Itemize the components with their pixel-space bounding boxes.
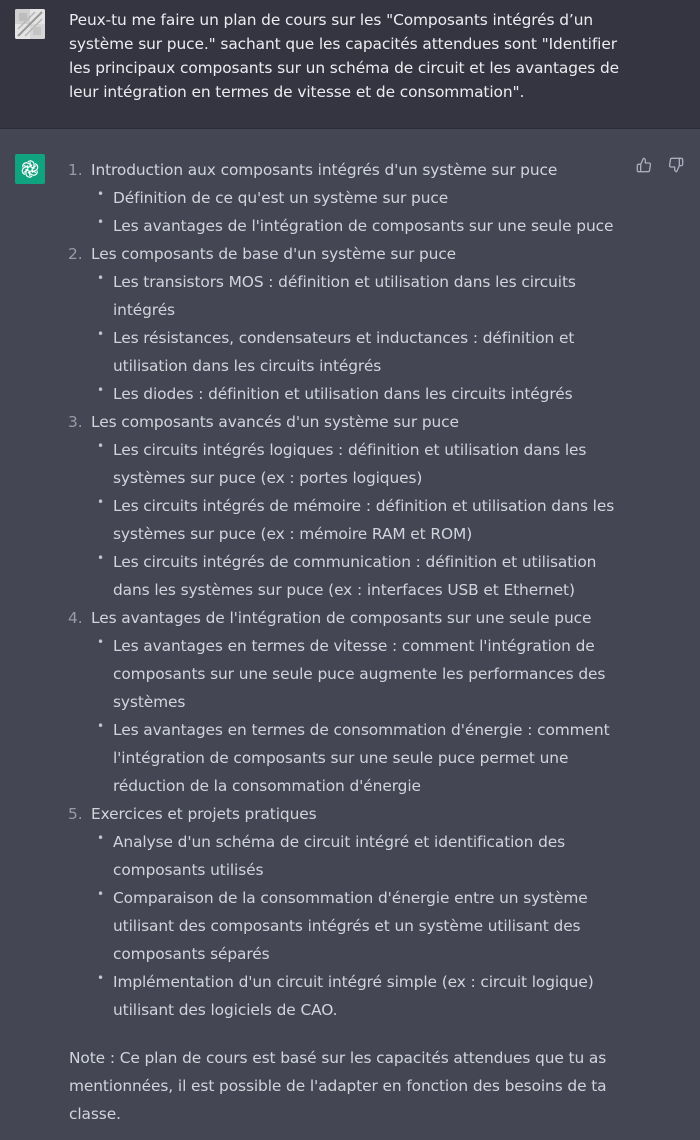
list-item: • Les transistors MOS : définition et utilisation dans les circuits intégrés xyxy=(91,268,629,324)
section-number: 1. xyxy=(68,161,83,179)
course-outline xyxy=(69,156,629,1024)
thumbs-down-icon[interactable] xyxy=(668,157,684,173)
list-item: • Définition de ce qu'est un système sur puce xyxy=(91,184,629,212)
section-items xyxy=(91,268,629,408)
user-message xyxy=(0,0,700,129)
section-title: Les avantages de l'intégration de composants sur une seule puce xyxy=(91,609,592,627)
thumbs-up-icon[interactable] xyxy=(636,157,652,173)
section-title: Introduction aux composants intégrés d'un système sur puce xyxy=(91,161,558,179)
list-item: • Les diodes : définition et utilisation dans les circuits intégrés xyxy=(91,380,629,408)
list-item: • Les avantages en termes de vitesse : comment l'intégration de composants sur une seule puce augmente les performances des systèmes xyxy=(91,632,629,716)
list-item: • Les résistances, condensateurs et inductances : définition et utilisation dans les circuits intégrés xyxy=(91,324,629,380)
section-number: 3. xyxy=(68,413,83,431)
assistant-message xyxy=(0,129,700,1140)
section-items xyxy=(91,828,629,1024)
user-avatar xyxy=(15,9,45,39)
section-title: Exercices et projets pratiques xyxy=(91,805,317,823)
list-item: • Implémentation d'un circuit intégré simple (ex : circuit logique) utilisant des logiciels de CAO. xyxy=(91,968,629,1024)
outline-section xyxy=(69,604,629,800)
list-item: • Les circuits intégrés de mémoire : définition et utilisation dans les systèmes sur puce (ex : mémoire RAM et ROM) xyxy=(91,492,629,548)
section-items xyxy=(91,632,629,800)
outline-section xyxy=(69,240,629,408)
closing-note: Note : Ce plan de cours est basé sur les capacités attendues que tu as mentionnées, il est possible de l'adapter en fonction des besoins de ta classe. xyxy=(69,1049,607,1123)
section-title: Les composants avancés d'un système sur puce xyxy=(91,413,459,431)
openai-logo-icon xyxy=(15,154,45,184)
outline-section xyxy=(69,156,629,240)
list-item: • Les circuits intégrés logiques : définition et utilisation dans les systèmes sur puce (ex : portes logiques) xyxy=(91,436,629,492)
list-item: • Les avantages en termes de consommation d'énergie : comment l'intégration de composants sur une seule puce permet une réduction de la consommation d'énergie xyxy=(91,716,629,800)
section-number: 5. xyxy=(68,805,83,823)
user-message-text: Peux-tu me faire un plan de cours sur les "Composants intégrés d’un système sur puce." sachant que les capacités attendues sont "Identifier les principaux composants sur un schéma de circuit et les avantages de leur intégration en termes de vitesse et de consommation". xyxy=(69,11,620,101)
outline-section xyxy=(69,800,629,1024)
list-item: • Les circuits intégrés de communication : définition et utilisation dans les systèmes sur puce (ex : interfaces USB et Ethernet) xyxy=(91,548,629,604)
section-items xyxy=(91,184,629,240)
section-title: Les composants de base d'un système sur puce xyxy=(91,245,457,263)
list-item: • Analyse d'un schéma de circuit intégré et identification des composants utilisés xyxy=(91,828,629,884)
list-item: • Les avantages de l'intégration de composants sur une seule puce xyxy=(91,212,629,240)
list-item: • Comparaison de la consommation d'énergie entre un système utilisant des composants intégrés et un système utilisant des composants séparés xyxy=(91,884,629,968)
outline-section xyxy=(69,408,629,604)
assistant-message-content xyxy=(69,156,629,1128)
section-number: 4. xyxy=(68,609,83,627)
feedback-buttons xyxy=(636,157,684,173)
section-items xyxy=(91,436,629,604)
section-number: 2. xyxy=(68,245,83,263)
